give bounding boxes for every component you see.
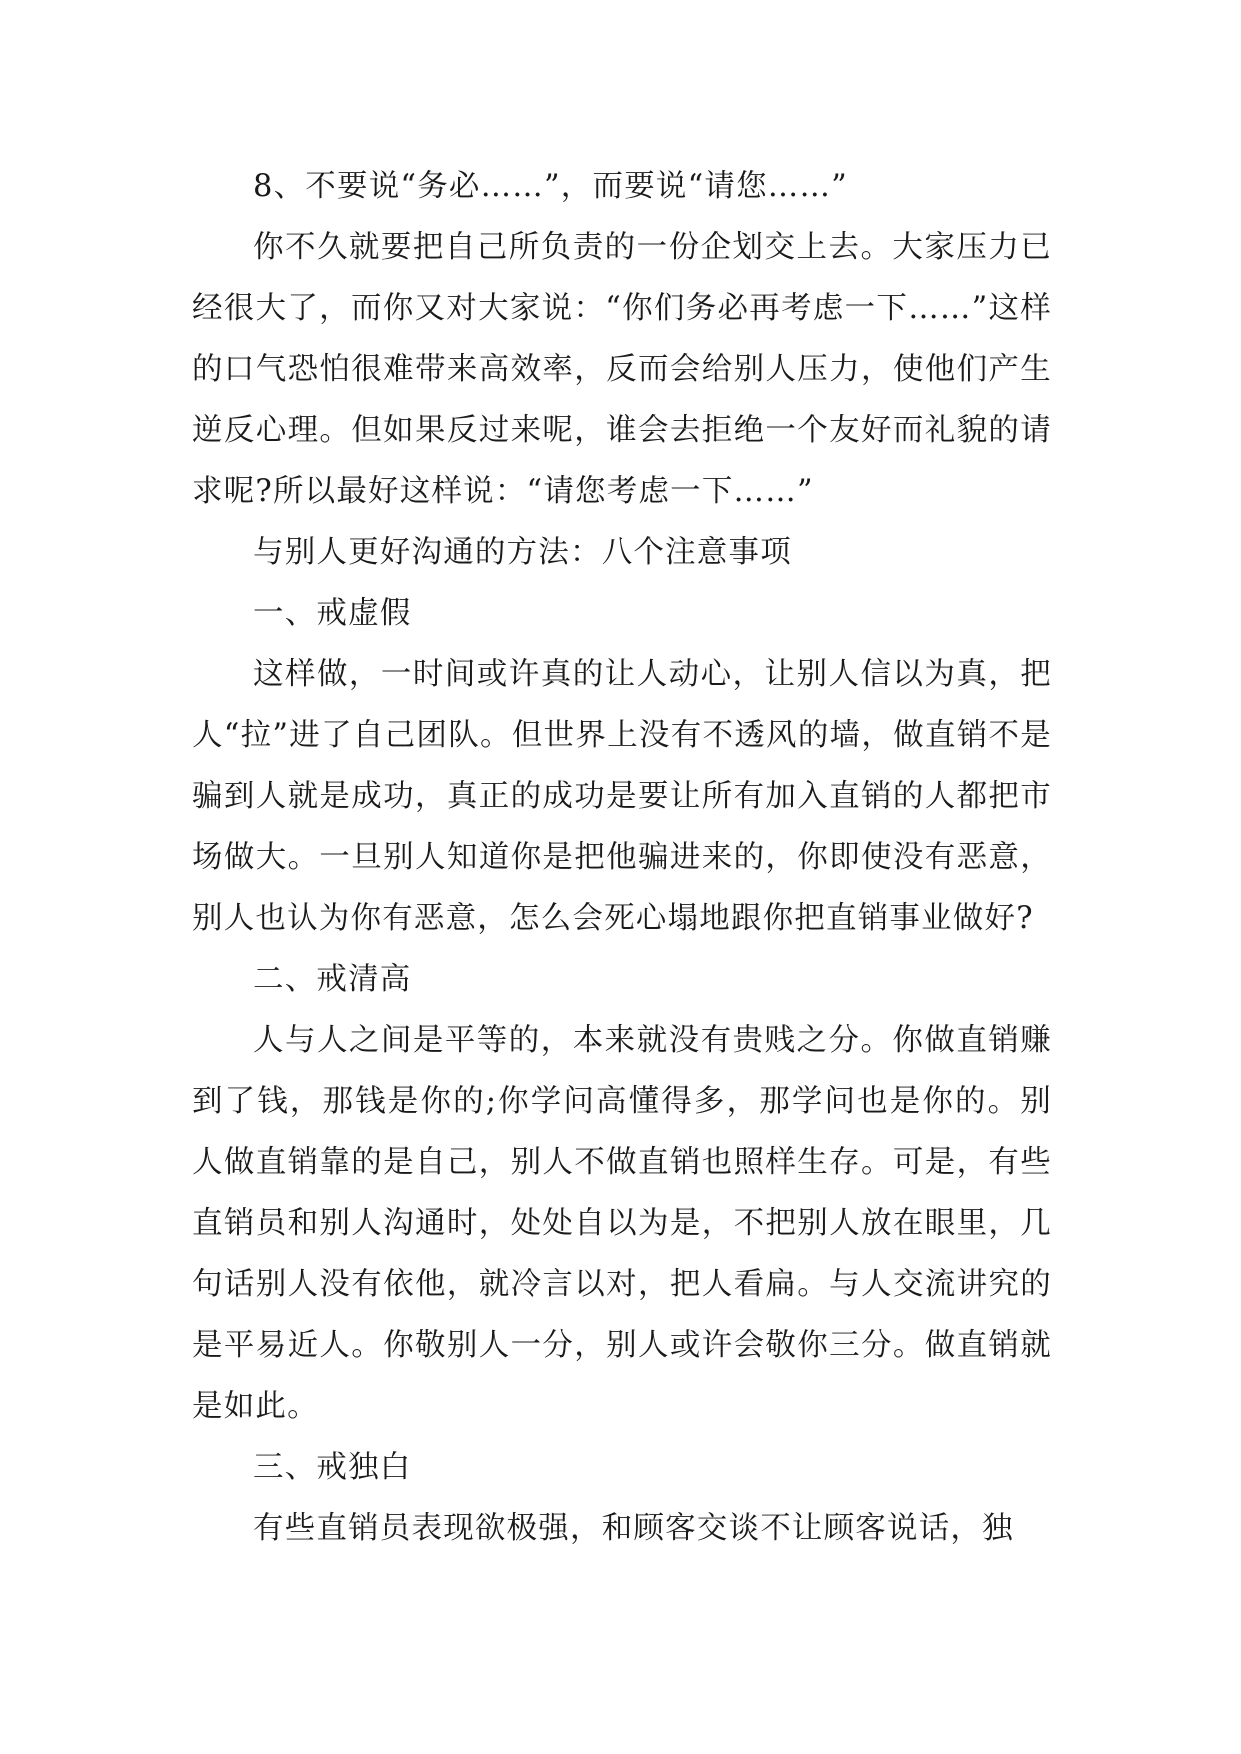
section-heading: 与别人更好沟通的方法：八个注意事项 (253, 535, 792, 570)
section-heading: 一、戒虚假 (253, 596, 412, 631)
section-heading: 二、戒清高 (253, 962, 412, 997)
section-heading: 8、不要说“务必……”，而要说“请您……” (253, 169, 848, 204)
document-body (192, 156, 1052, 1559)
section-heading: 三、戒独白 (253, 1450, 412, 1485)
body-paragraph: 人与人之间是平等的，本来就没有贵贱之分。你做直销赚到了钱，那钱是你的;你学问高懂得多，那学问也是你的。别人做直销靠的是自己，别人不做直销也照样生存。可是，有些直销员和别人沟通时，处处自以为是，不把别人放在眼里，几句话别人没有依他，就冷言以对，把人看扁。与人交流讲究的是平易近人。你敬别人一分，别人或许会敬你三分。做直销就是如此。 (192, 1023, 1052, 1424)
body-paragraph: 你不久就要把自己所负责的一份企划交上去。大家压力已经很大了，而你又对大家说：“你们务必再考虑一下……”这样的口气恐怕很难带来高效率，反而会给别人压力，使他们产生逆反心理。但如果反过来呢，谁会去拒绝一个友好而礼貌的请求呢?所以最好这样说：“请您考虑一下……” (192, 230, 1052, 509)
body-paragraph: 这样做，一时间或许真的让人动心，让别人信以为真，把人“拉”进了自己团队。但世界上没有不透风的墙，做直销不是骗到人就是成功，真正的成功是要让所有加入直销的人都把市场做大。一旦别人知道你是把他骗进来的，你即使没有恶意，别人也认为你有恶意，怎么会死心塌地跟你把直销事业做好? (192, 657, 1052, 936)
body-paragraph: 有些直销员表现欲极强，和顾客交谈不让顾客说话，独 (253, 1511, 1014, 1546)
